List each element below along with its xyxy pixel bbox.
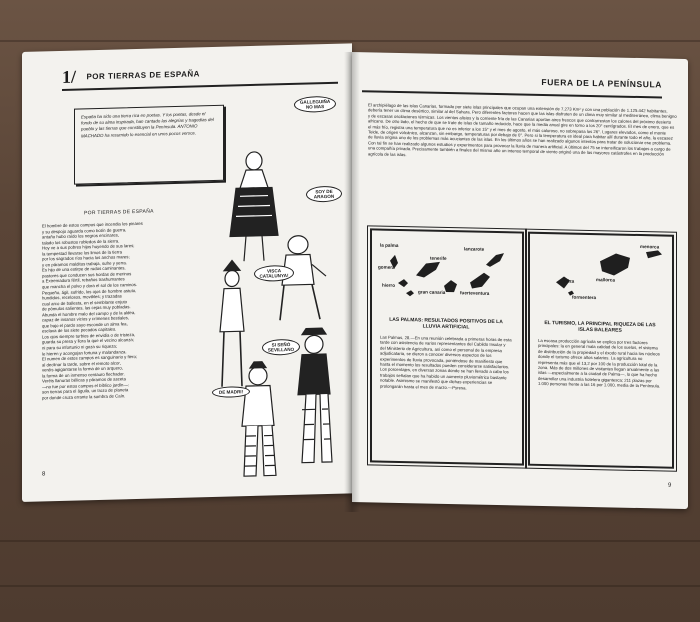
poem-line: Pequeño, ágil, sufrido, los ojos de hombre astuto, xyxy=(42,287,137,296)
poem-line: esclava de los siete pecados capitales. xyxy=(42,326,117,334)
baleares-section-title: EL TURISMO, LA PRINCIPAL RIQUEZA DE LAS ISLAS BALEARES xyxy=(544,320,656,334)
map-label-gran-canaria: gran canaria xyxy=(418,289,446,295)
poem-line: a Extremadura fértil, rebaños trashumantes xyxy=(42,276,125,284)
canarias-intro-text: El archipiélago de las islas Canarias, formado por siete islas principales que ocupan una extensión de 7.273 Km² y con una población de 1.125.442 habitantes, debería tener un clima desértico, similar al del Sahara. Pero diferentes factores hacen que las islas disfruten de un clima muy similar al mediterráneo, clima benigno y de escasas oscilaciones térmicas. Los vientos alisios y la corriente fría de las Canarias aportan aires frescos que contrarrestan los calores del próximo desierto africano. De otro lado, el hecho de que se trate de islas de tamaño reducido, hace que la media anual gire en torno a los 20° centígrados. El mes de enero, que es el más frío, registra una temperatura que no es inferior a los 15° y el mes de agosto, el más caluroso, no sobrepasa los 26°. Lugares elevados, como el monte Teide, de origen volcánico, alcanzan, sin embargo, temperaturas por debajo de 0°. Pero si la temperatura es ideal para habitar allí durante todo el año, la escasez de lluvia origina uno de los problemas más acuciantes de las islas. En los últimos años se han realizado algunos intentos para tratar de solucionar ese problema. Con tal fin se han realizado algunos estudios y experimentos para provocar la lluvia de manera artificial. A últimos del 75 se intensificaron los trabajos a cargo de una compañía privada. Precisamente también a finales del mismo año un intenso temporal de viento originó una de las mayores catástrofes en la producción agrícola de las islas. xyxy=(368,102,677,157)
poem-line: que mancha el polvo y dora el sol de los caminos. xyxy=(42,282,138,290)
map-label-menorca: menorca xyxy=(640,244,660,250)
poem-line: que bajo el pardo sayo esconde un alma fea, xyxy=(42,321,128,329)
speech-bubble-sevilla: SI SEÑÓ SEVILLANO xyxy=(262,339,300,356)
poem-line: antaño hubo raído los negros encinares, xyxy=(42,232,119,240)
map-label-hierro: hierro xyxy=(382,282,396,288)
speech-bubble-galicia: GALLEGUIÑA NO MAS xyxy=(294,96,336,113)
map-label-tenerife: tenerife xyxy=(430,255,447,261)
wood-grain-line xyxy=(0,40,700,42)
map-label-fuerteventura: fuerteventura xyxy=(460,290,490,296)
poem-line: Abunda el hombre malo del campo y de la aldea, xyxy=(42,309,136,318)
baleares-islands-map xyxy=(536,242,666,305)
left-page-header xyxy=(62,60,338,91)
left-header-title: POR TIERRAS DE ESPAÑA xyxy=(86,69,200,82)
chapter-number: 1/ xyxy=(62,66,77,87)
map-label-mallorca: mallorca xyxy=(596,277,615,283)
poem-line: la forma de un inmenso centauro flechador. xyxy=(42,371,125,379)
map-label-formentera: formentera xyxy=(572,294,596,301)
right-header-title: FUERA DE LA PENÍNSULA xyxy=(541,76,662,90)
left-page xyxy=(22,43,352,502)
left-page-number: 8 xyxy=(42,471,46,478)
baleares-news-box xyxy=(528,232,674,469)
canarias-section-title: LAS PALMAS: RESULTADOS POSITIVOS DE LA LLUVIA ARTIFICIAL xyxy=(389,316,503,331)
intro-poem-text: España ha sido una tierra rica en poetas. Y los poetas, desde el fondo de su alma inspirada, han cantado las alegrías y tragedias del pueblo y las tierras que constituyen la Península. ANTONIO MACHADO ha resumido lo esencial en unos pocos versos. xyxy=(81,111,214,139)
poem-line: talado los robustos robledos de la sierra. xyxy=(42,238,120,246)
poem-line: Los ojos siempre turbios de envidia o de tristeza, xyxy=(42,331,136,340)
regional-caricatures-illustration xyxy=(210,93,350,492)
speech-bubble-aragon: SOY DE ARAGON xyxy=(306,186,342,203)
poem-line: al declinar la tarde, sobre el remoto alcor, xyxy=(42,360,121,368)
poem-line: y su despojo aguarda como botín de guerra, xyxy=(42,226,127,235)
poem-body xyxy=(42,219,207,401)
poem-line: la tempestad llevarse los limos de la tierra xyxy=(42,249,123,257)
speech-bubble-madrid: DE MADRI! xyxy=(212,386,250,398)
wood-grain-line xyxy=(0,540,700,542)
poem-line: pastores que conducen sus hordas de merinos xyxy=(42,271,132,279)
poem-line: —no fue por estos campos el bíblico jardín—: xyxy=(42,382,129,390)
map-label-ibiza: ibiza xyxy=(564,278,575,284)
poem-title: POR TIERRAS DE ESPAÑA xyxy=(84,208,154,217)
baleares-section-body: La escasa producción agrícola se explica por tres factores principales: la en general mala calidad de los suelos, el sistema de distribución de la propiedad y el éxodo rural hacia los núcleos donde el turismo ofrece altos salarios. La agricultura no representa más que el 13,2 por 100 de la producción total de la zona. Más de dos millones de visitantes llegan anualmente a las islas —especialmente a la ciudad de Palma—, lo que ha hecho desarrollar una industria hotelera gigantesca; 211 plazas por 1.000 personas frente a las 16 por 1.000, media de la Península. xyxy=(538,337,661,389)
poem-line: por donde cruza errante la sombra de Caín. xyxy=(42,393,126,401)
poem-line: Veréis llanuras bélicas y páramos de asceta xyxy=(42,376,126,384)
right-page xyxy=(352,52,688,509)
poem-line: cual arco de ballesta, en el semblante enjuto xyxy=(42,298,128,307)
poem-line: le hieren y acongojan fortuna y malandanza. xyxy=(42,348,127,357)
canarias-section-body: Las Palmas, 28.—En una reunión celebrada a primeras horas de esta tarde con asistencia de varios representantes del Cabildo Insular y del Ministerio de Agricultura, así como el personal de la empresa adjudicataria, se dieron a conocer diversos aspectos de los experimentos de lluvia provocada, poniéndose de manifiesto que hasta el momento los resultados pueden considerarse satisfactorios. Los porcentajes, en diversas zonas donde se han llevado a cabo los trabajos señalan que ha habido un aumento pluviométrico bastante notable. Asimismo se manifestó que dichas experiencias se prolongarán hasta el mes de marzo.—Pyresa. xyxy=(380,334,512,391)
right-page-header xyxy=(362,68,662,98)
speech-bubble-cataluna: VISCA CATALUNYA! xyxy=(254,265,294,282)
map-label-gomera: gomera xyxy=(378,264,395,270)
poem-line: y en páramos malditos trabaja, sufre y yerra. xyxy=(42,260,128,268)
poem-line: son tierras para el águila, un trozo de planeta xyxy=(42,387,129,395)
poem-line: Es hijo de una estirpe de rudos caminantes, xyxy=(42,265,126,273)
right-page-number: 9 xyxy=(668,482,672,489)
map-label-lanzarote: lanzarote xyxy=(464,246,485,252)
poem-line: capaz de insanos vicios y crímenes bestiales, xyxy=(42,315,129,323)
poem-line: guarda su presa y llora la que el vecino alcanza; xyxy=(42,337,134,345)
poem-line: de pómulos salientes, las cejas muy pobladas. xyxy=(42,304,131,312)
poem-line: Hoy ve a sus pobres hijos huyendo de sus lares; xyxy=(42,243,135,251)
map-label-la-palma: la palma xyxy=(380,242,399,248)
poem-line: hundidos, recelosos, movibles; y trazadas xyxy=(42,293,122,301)
poem-line: ni para su infortunio ni goza su riqueza; xyxy=(42,343,118,351)
canarias-news-box xyxy=(370,228,524,465)
intro-poem-box xyxy=(74,105,224,185)
poem-line: El numen de estos campos es sanguinario y fiero; xyxy=(42,354,138,362)
poem-line: El hombre de estos campos que incendia los pinares xyxy=(42,220,143,229)
wood-grain-line xyxy=(0,585,700,587)
book-spine-gutter xyxy=(344,52,360,512)
poem-line: veréis agigantarse la forma de un arquero, xyxy=(42,365,123,373)
open-booklet xyxy=(22,52,688,502)
poem-line: por los sagrados ríos hacia los anchos mares; xyxy=(42,254,130,262)
